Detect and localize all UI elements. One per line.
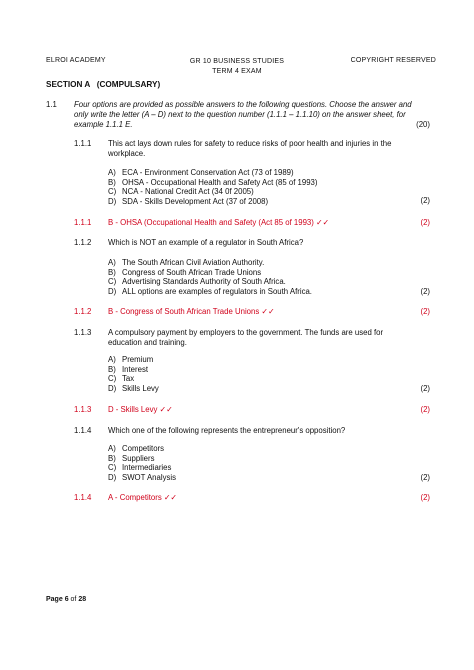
page-footer: [46, 596, 86, 603]
answer-number: 1.1.4: [74, 493, 92, 502]
question-marks: (20): [416, 120, 430, 129]
option-item: A) Premium: [108, 355, 154, 364]
option-item: C) Advertising Standards Authority of South Africa.: [108, 277, 286, 287]
option-item: B) Interest: [108, 364, 149, 374]
question-text: Which one of the following represents the entrepreneur's opposition?: [108, 426, 346, 435]
option-item: D) SDA - Skills Development Act (37 of 2008): [108, 196, 269, 206]
question-number: 1.1: [46, 100, 57, 109]
header-school-name: ELROI ACADEMY: [46, 57, 106, 64]
answer-number: 1.1.2: [74, 307, 92, 316]
option-item: B) OHSA - Occupational Health and Safety Act (85 of 1993): [108, 177, 318, 187]
option-item: C) Tax: [108, 374, 135, 384]
option-item: A) The South African Civil Aviation Authority.: [108, 258, 265, 267]
section-title: SECTION A (COMPULSARY): [46, 80, 161, 89]
answer-marks: (2): [420, 493, 430, 502]
header-subject-line2: TERM 4 EXAM: [212, 68, 262, 75]
option-list: [108, 444, 176, 482]
option-list: [108, 168, 317, 206]
footer-page-total: 28: [78, 596, 87, 603]
footer-of: of: [68, 596, 79, 603]
question-text: This act lays down rules for safety to reduce risks of poor health and injuries in the workplace.: [108, 139, 392, 158]
footer-prefix: Page: [46, 596, 65, 603]
question-marks: (2): [420, 196, 430, 205]
option-list: [108, 355, 159, 393]
option-item: D) ALL options are examples of regulators in South Africa.: [108, 286, 312, 296]
answer-marks: (2): [420, 218, 430, 227]
question-instruction: Four options are provided as possible answers to the following questions. Choose the answer and only write the letter (A – D) next to the question number (1.1.1 – 1.1.10) on the answer sheet, for example 1.1.1 E.: [74, 100, 412, 129]
question-number: 1.1.1: [74, 139, 92, 148]
question-number: 1.1.2: [74, 238, 92, 247]
answer-number: 1.1.3: [74, 405, 92, 414]
answer-marks: (2): [420, 307, 430, 316]
option-item: C) NCA - National Credit Act (34 0f 2005): [108, 187, 254, 197]
question-marks: (2): [420, 473, 430, 482]
option-item: D) Skills Levy: [108, 383, 159, 393]
option-item: B) Congress of South African Trade Unions: [108, 267, 262, 277]
header-subject-line1: GR 10 BUSINESS STUDIES: [189, 58, 285, 65]
answer-text: B - OHSA (Occupational Health and Safety (Act 85 of 1993) ✓✓: [108, 218, 330, 227]
answer-text: D - Skills Levy ✓✓: [108, 405, 173, 414]
option-item: A) Competitors: [108, 444, 165, 453]
question-number: 1.1.4: [74, 426, 92, 435]
question-marks: (2): [420, 384, 430, 393]
option-list: [108, 258, 312, 296]
answer-marks: (2): [420, 405, 430, 414]
question-text: A compulsory payment by employers to the government. The funds are used for education and training.: [108, 328, 384, 347]
footer-page-number: 6: [64, 596, 69, 603]
option-item: C) Intermediaries: [108, 463, 172, 473]
question-number: 1.1.3: [74, 328, 92, 337]
header-copyright: COPYRIGHT RESERVED: [350, 57, 436, 64]
answer-text: A - Competitors ✓✓: [108, 493, 177, 502]
question-text: Which is NOT an example of a regulator in South Africa?: [108, 238, 304, 247]
option-item: A) ECA - Environment Conservation Act (73 of 1989): [108, 168, 294, 177]
answer-number: 1.1.1: [74, 218, 92, 227]
option-item: B) Suppliers: [108, 453, 155, 463]
question-marks: (2): [420, 287, 430, 296]
answer-text: B - Congress of South African Trade Unions ✓✓: [108, 307, 275, 316]
option-item: D) SWOT Analysis: [108, 472, 177, 482]
